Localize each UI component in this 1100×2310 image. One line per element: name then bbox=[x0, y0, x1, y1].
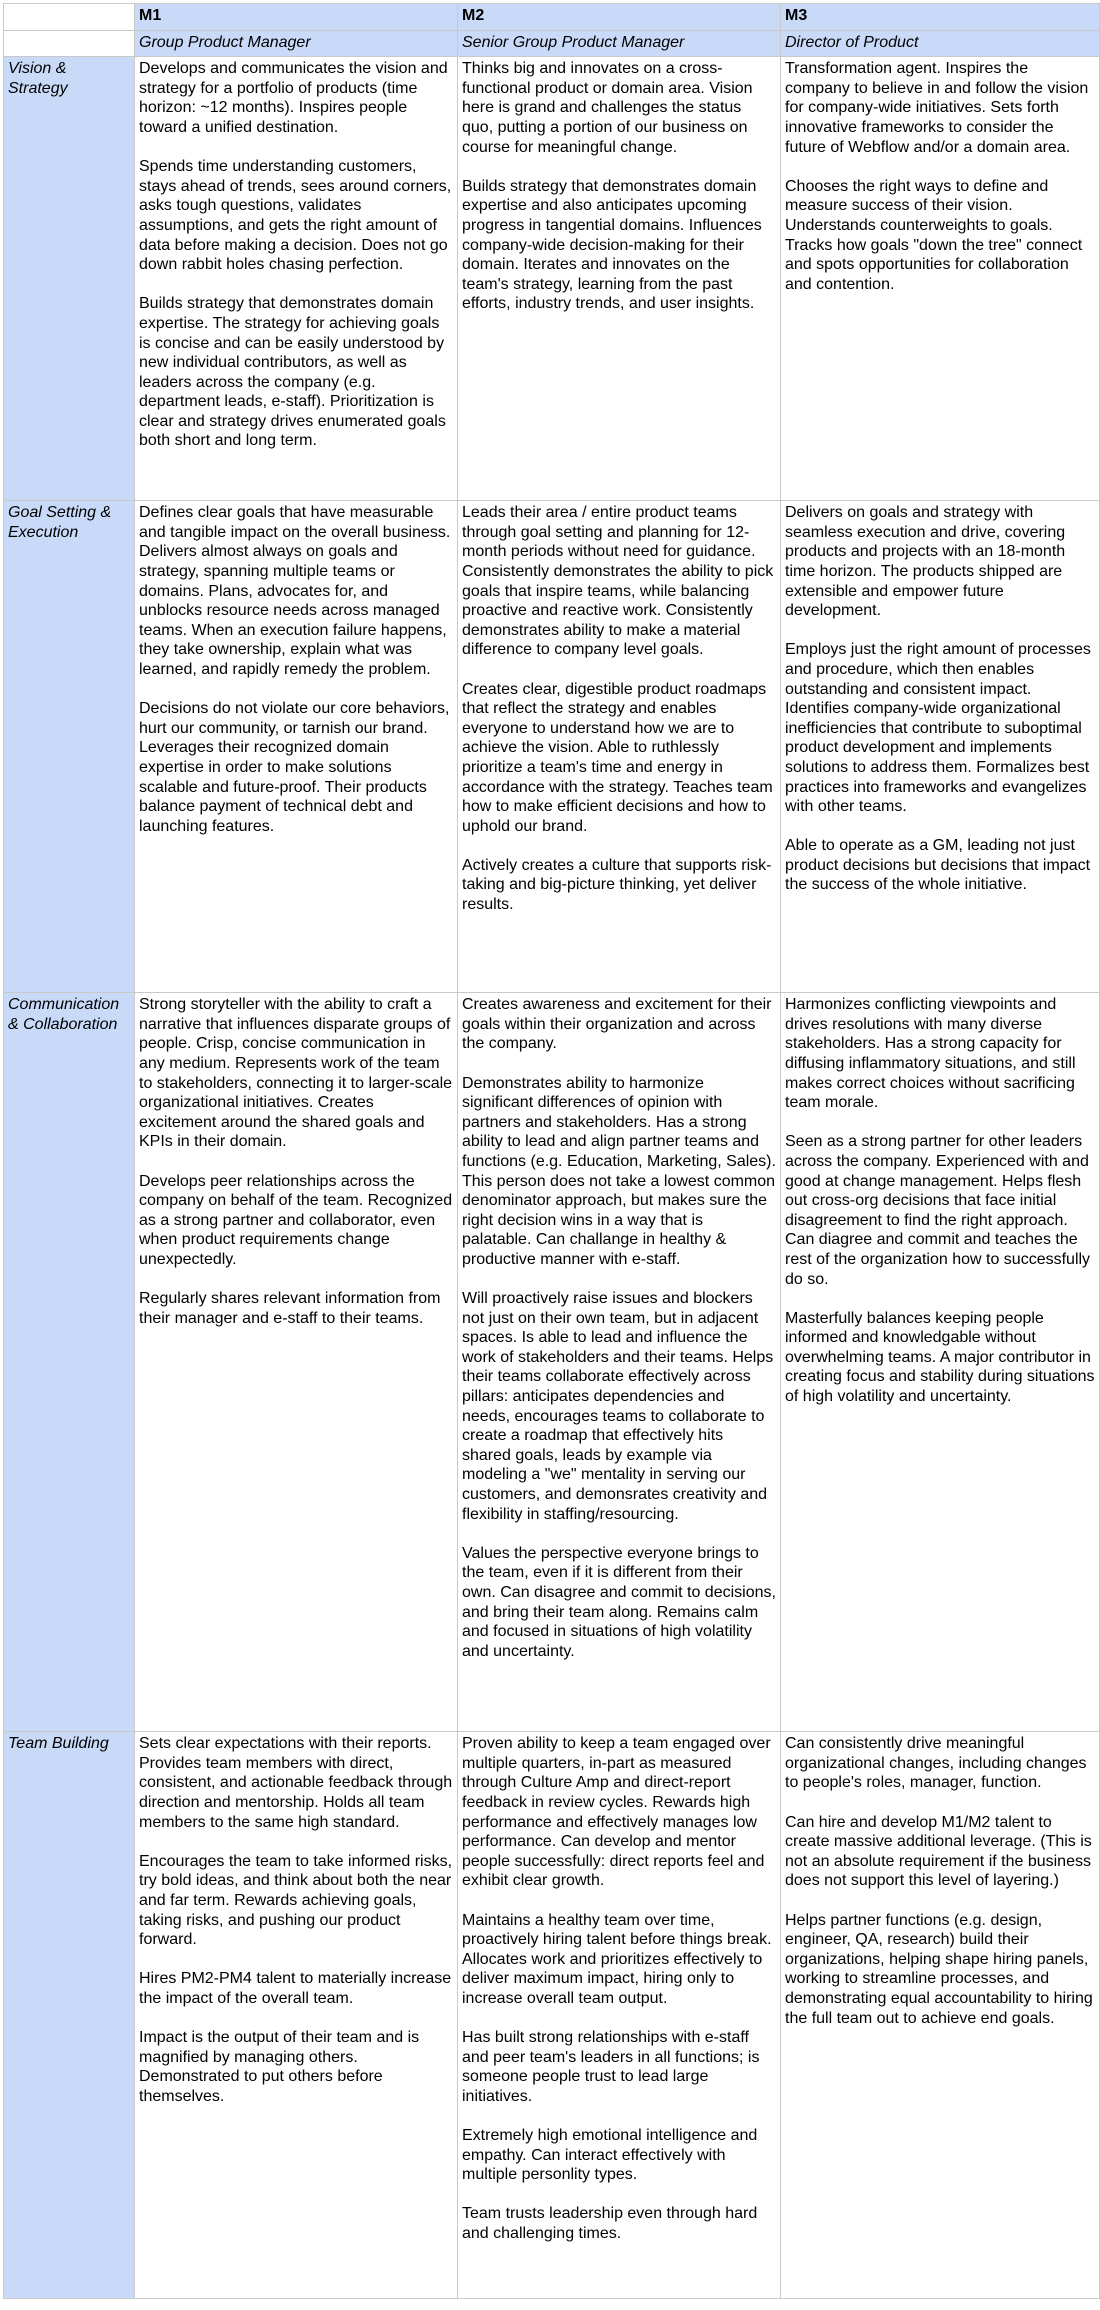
cell-paragraph: Builds strategy that demonstrates domain expertise. The strategy for achieving goals is concise and can be easily understood by new individual contributors, as well as leaders across the company (e.g. department leads, e-staff). Prioritization is clear and strategy drives enumerated goals both short and long term. bbox=[139, 295, 446, 450]
cell-m1 bbox=[135, 1732, 458, 2299]
cell-m1 bbox=[135, 501, 458, 993]
cell-m1 bbox=[135, 993, 458, 1732]
cell-paragraph: Defines clear goals that have measurable and tangible impact on the overall business. Delivers almost always on goals and strategy, spanning multiple teams or domains. Plans, advocates for, and unblocks resource needs across managed teams. When an execution failure happens, they take ownership, explain what was learned, and rapidly remedy the problem. bbox=[139, 504, 451, 678]
competency-row-goal-setting-execution bbox=[4, 501, 1100, 993]
cell-paragraph: Sets clear expectations with their reports. Provides team members with direct, consistent, and actionable feedback through direction and mentorship. Holds all team members to the same high standard. bbox=[139, 1735, 453, 1831]
cell-paragraph: Extremely high emotional intelligence and empathy. Can interact effectively with multiple personlity types. bbox=[462, 2127, 758, 2184]
cell-paragraph: Builds strategy that demonstrates domain expertise and also anticipates upcoming progress in tangential domains. Influences company-wide decision-making for their domain. Iterates and innovates on the team's strategy, learning from the past efforts, industry trends, and user insights. bbox=[462, 177, 762, 313]
competency-row-communication-collaboration bbox=[4, 993, 1100, 1732]
cell-m1 bbox=[135, 57, 458, 501]
cell-paragraph: Creates awareness and excitement for their goals within their organization and across the company. bbox=[462, 996, 772, 1053]
category-label: Team Building bbox=[4, 1732, 135, 2299]
cell-paragraph: Chooses the right ways to define and measure success of their vision. Understands counterweights to goals. Tracks how goals "down the tree" connect and spots opportunities for collaboration and contention. bbox=[785, 177, 1083, 293]
cell-paragraph: Thinks big and innovates on a cross-functional product or domain area. Vision here is grand and challenges the status quo, putting a portion of our business on course for meaningful change. bbox=[462, 60, 753, 156]
cell-m3 bbox=[781, 57, 1100, 501]
cell-paragraph: Actively creates a culture that supports risk-taking and big-picture thinking, yet deliver results. bbox=[462, 856, 772, 914]
cell-paragraph: Creates clear, digestible product roadmaps that reflect the strategy and enables everyone to understand how we are to achieve the vision. Able to ruthlessly prioritize a team's time and energy in accordance with the strategy. Teaches team how to make efficient decisions and how to uphold our brand. bbox=[462, 680, 773, 835]
cell-paragraph: Values the perspective everyone brings to the team, even if it is different from their own. Can disagree and commit to decisions, and bring their team along. Remains calm and focused in situations of high volatility and uncertainty. bbox=[462, 1544, 776, 1660]
cell-paragraph: Seen as a strong partner for other leaders across the company. Experienced with and good at change management. Helps flesh out cross-org decisions that face initial disagreement to find the right approach. Can diagree and commit and teaches the rest of the organization how to successfully do so. bbox=[785, 1133, 1091, 1288]
level-header-row bbox=[4, 4, 1100, 31]
category-label: Vision & Strategy bbox=[4, 57, 135, 501]
cell-paragraph: Decisions do not violate our core behaviors, hurt our community, or tarnish our brand. Leverages their recognized domain expertise in order to make solutions scalable and future-proof. Their products balance payment of technical debt and launching features. bbox=[139, 700, 450, 835]
cell-paragraph: Able to operate as a GM, leading not just product decisions but decisions that impact the success of the whole initiative. bbox=[785, 837, 1091, 894]
level-title-m3: Director of Product bbox=[781, 30, 1100, 57]
competency-row-vision-strategy bbox=[4, 57, 1100, 501]
cell-m3 bbox=[781, 501, 1100, 993]
cell-paragraph: Strong storyteller with the ability to craft a narrative that influences disparate groups of people. Crisp, concise communication in any medium. Represents work of the team to stakeholders, connecting it to larger-scale organizational initiatives. Creates excitement around the shared goals and KPIs in their domain. bbox=[139, 996, 453, 1151]
cell-paragraph: Leads their area / entire product teams through goal setting and planning for 12-month periods without need for guidance. Consistently demonstrates the ability to pick goals that inspire teams, while balancing proactive and reactive work. Consistently demonstrates ability to make a material difference to company level goals. bbox=[462, 504, 774, 659]
cell-paragraph: Develops and communicates the vision and strategy for a portfolio of products (time horizon: ~12 months). Inspires people toward a unified destination. bbox=[139, 60, 448, 136]
corner-cell bbox=[4, 30, 135, 57]
cell-m3 bbox=[781, 993, 1100, 1732]
cell-paragraph: Employs just the right amount of processes and procedure, which then enables outstanding and consistent impact. Identifies company-wide organizational inefficiencies that contribute to suboptimal product development and implements solutions to address them. Formalizes best practices into frameworks and evangelizes with other teams. bbox=[785, 641, 1091, 816]
cell-paragraph: Spends time understanding customers, stays ahead of trends, sees around corners, asks tough questions, validates assumptions, and gets the right amount of data before making a decision. Does not go down rabbit holes chasing perfection. bbox=[139, 158, 452, 274]
level-code-m3: M3 bbox=[781, 4, 1100, 31]
level-code-m1: M1 bbox=[135, 4, 458, 31]
cell-paragraph: Helps partner functions (e.g. design, engineer, QA, research) build their organizations, helping shape hiring panels, working to streamline processes, and demonstrating equal accountability to hiring the full team out to achieve end goals. bbox=[785, 1911, 1093, 2027]
cell-paragraph: Encourages the team to take informed risks, try bold ideas, and think about both the near and far term. Rewards achieving goals, taking risks, and pushing our product forward. bbox=[139, 1852, 453, 1949]
level-title-m1: Group Product Manager bbox=[135, 30, 458, 57]
level-title-row bbox=[4, 30, 1100, 57]
cell-paragraph: Develops peer relationships across the company on behalf of the team. Recognized as a strong partner and collaborator, even when product requirements change unexpectedly. bbox=[139, 1172, 453, 1268]
corner-cell bbox=[4, 4, 135, 31]
cell-paragraph: Demonstrates ability to harmonize significant differences of opinion with partners and stakeholders. Has a strong ability to lead and align partner teams and functions (e.g. Education, Marketing, Sales). This person does not take a lowest common denominator approach, but makes sure the right decision wins in a way that is palatable. Can challange in healthy & productive manner with e-staff. bbox=[462, 1074, 776, 1268]
cell-paragraph: Harmonizes conflicting viewpoints and drives resolutions with many diverse stakeholders. Has a strong capacity for diffusing inflammatory situations, and still makes correct choices without sacrificing team morale. bbox=[785, 996, 1076, 1112]
career-ladder-table bbox=[3, 3, 1100, 2299]
cell-m2 bbox=[458, 993, 781, 1732]
cell-paragraph: Can hire and develop M1/M2 talent to create massive additional leverage. (This is not an absolute requirement if the business does not support this level of layering.) bbox=[785, 1813, 1092, 1890]
cell-paragraph: Will proactively raise issues and blockers not just on their own team, but in adjacent spaces. Is able to lead and influence the work of stakeholders and their teams. Helps their teams collaborate effectively across pillars: anticipates dependencies and needs, encourages teams to collaborate to create a roadmap that effectively hits shared goals, leads by example via modeling a "we" mentality in serving our customers, and demonsrates creativity and flexibility in staffing/resourcing. bbox=[462, 1290, 774, 1523]
cell-paragraph: Maintains a healthy team over time, proactively hiring talent before things break. Allocates work and prioritizes effectively to deliver maximum impact, hiring only to increase overall team output. bbox=[462, 1911, 772, 2007]
cell-paragraph: Hires PM2-PM4 talent to materially increase the impact of the overall team. bbox=[139, 1970, 452, 2007]
cell-paragraph: Has built strong relationships with e-staff and peer team's leaders in all functions; is someone people trust to lead large initiatives. bbox=[462, 2029, 760, 2105]
cell-m3 bbox=[781, 1732, 1100, 2299]
level-code-m2: M2 bbox=[458, 4, 781, 31]
cell-m2 bbox=[458, 1732, 781, 2299]
cell-paragraph: Masterfully balances keeping people informed and knowledgable without overwhelming teams. A major contributor in creating focus and stability during situations of high volatility and uncertainty. bbox=[785, 1309, 1095, 1406]
cell-paragraph: Delivers on goals and strategy with seamless execution and drive, covering products and projects with an 18-month time horizon. The products shipped are extensible and empower future development. bbox=[785, 504, 1066, 620]
cell-m2 bbox=[458, 501, 781, 993]
category-label: Goal Setting & Execution bbox=[4, 501, 135, 993]
cell-paragraph: Proven ability to keep a team engaged over multiple quarters, in-part as measured through Culture Amp and direct-report feedback in review cycles. Rewards high performance and effectively manages low performance. Can develop and mentor people successfully: direct reports feel and exhibit clear growth. bbox=[462, 1735, 771, 1890]
cell-paragraph: Can consistently drive meaningful organizational changes, including changes to people's roles, manager, function. bbox=[785, 1735, 1087, 1792]
cell-paragraph: Regularly shares relevant information from their manager and e-staff to their teams. bbox=[139, 1290, 441, 1327]
competency-row-team-building bbox=[4, 1732, 1100, 2299]
category-label: Communication & Collaboration bbox=[4, 993, 135, 1732]
cell-paragraph: Transformation agent. Inspires the company to believe in and follow the vision for company-wide initiatives. Sets forth innovative frameworks to consider the future of Webflow and/or a domain area. bbox=[785, 60, 1089, 156]
cell-paragraph: Impact is the output of their team and is magnified by managing others. Demonstrated to put others before themselves. bbox=[139, 2029, 420, 2105]
level-title-m2: Senior Group Product Manager bbox=[458, 30, 781, 57]
cell-paragraph: Team trusts leadership even through hard and challenging times. bbox=[462, 2205, 758, 2243]
cell-m2 bbox=[458, 57, 781, 501]
